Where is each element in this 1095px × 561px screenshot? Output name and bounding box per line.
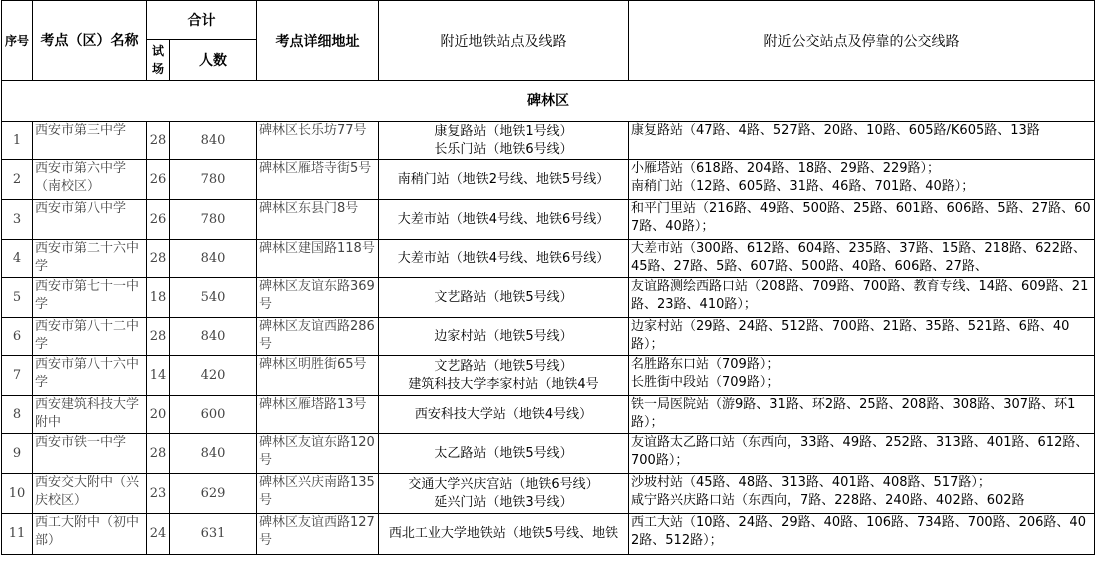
room-count: 28 xyxy=(147,122,170,160)
site-name: 西安市第八十六中学 xyxy=(33,356,147,396)
metro-info: 南稍门站（地铁2号线、地铁5号线） xyxy=(379,160,629,200)
table-row xyxy=(2,434,1095,474)
bus-info: 小雁塔站（618路、204路、18路、29路、229路）； 南稍门站（12路、605路、31路、46路、701路、40路）； xyxy=(629,160,1095,200)
people-count: 840 xyxy=(170,240,257,278)
people-count: 420 xyxy=(170,356,257,396)
people-count: 840 xyxy=(170,318,257,356)
people-count: 600 xyxy=(170,396,257,434)
people-count: 780 xyxy=(170,160,257,200)
site-address: 碑林区雁塔寺街5号 xyxy=(257,160,379,200)
bus-info: 名胜路东口站（709路）； 长胜街中段站（709路）； xyxy=(629,356,1095,396)
bus-info: 和平门里站（216路、49路、500路、25路、601路、606路、5路、27路、607路、40路）； xyxy=(629,200,1095,240)
table-row xyxy=(2,200,1095,240)
site-name: 西安市第八中学 xyxy=(33,200,147,240)
site-name: 西安市第二十六中学 xyxy=(33,240,147,278)
site-name: 西工大附中（初中部） xyxy=(33,514,147,555)
site-name: 西安建筑科技大学附中 xyxy=(33,396,147,434)
exam-site-table xyxy=(1,0,1095,555)
room-count: 14 xyxy=(147,356,170,396)
bus-info: 友谊路太乙路口站（东西向，33路、49路、252路、313路、401路、612路、700路）； xyxy=(629,434,1095,474)
people-count: 631 xyxy=(170,514,257,555)
header-bus: 附近公交站点及停靠的公交线路 xyxy=(629,1,1095,81)
bus-info: 西工大站（10路、24路、29路、40路、106路、734路、700路、206路、402路、512路）； xyxy=(629,514,1095,555)
room-count: 18 xyxy=(147,278,170,318)
table-row xyxy=(2,318,1095,356)
people-count: 840 xyxy=(170,122,257,160)
row-number: 5 xyxy=(2,278,33,318)
header-total: 合计 xyxy=(147,1,257,40)
site-name: 西安市第六中学（南校区） xyxy=(33,160,147,200)
site-name: 西安市第三中学 xyxy=(33,122,147,160)
row-number: 10 xyxy=(2,474,33,514)
row-number: 9 xyxy=(2,434,33,474)
site-address: 碑林区兴庆南路135号 xyxy=(257,474,379,514)
room-count: 28 xyxy=(147,434,170,474)
room-count: 20 xyxy=(147,396,170,434)
row-number: 3 xyxy=(2,200,33,240)
row-number: 8 xyxy=(2,396,33,434)
room-count: 26 xyxy=(147,200,170,240)
header-rooms: 试场 xyxy=(147,40,170,81)
row-number: 2 xyxy=(2,160,33,200)
room-count: 28 xyxy=(147,240,170,278)
bus-info: 大差市站（300路、612路、604路、235路、37路、15路、218路、622路、45路、27路、5路、607路、500路、40路、606路、27路、 xyxy=(629,240,1095,278)
metro-info: 康复路站（地铁1号线） 长乐门站（地铁6号线） xyxy=(379,122,629,160)
site-name: 西安交大附中（兴庆校区） xyxy=(33,474,147,514)
bus-info: 康复路站（47路、4路、527路、20路、10路、605路/K605路、13路 xyxy=(629,122,1095,160)
room-count: 26 xyxy=(147,160,170,200)
metro-info: 大差市站（地铁4号线、地铁6号线） xyxy=(379,240,629,278)
site-address: 碑林区友谊东路369号 xyxy=(257,278,379,318)
row-number: 6 xyxy=(2,318,33,356)
metro-info: 交通大学兴庆宫站（地铁6号线） 延兴门站（地铁3号线） xyxy=(379,474,629,514)
row-number: 11 xyxy=(2,514,33,555)
header-site-name: 考点（区）名称 xyxy=(33,1,147,81)
site-address: 碑林区友谊西路286号 xyxy=(257,318,379,356)
metro-info: 太乙路站（地铁5号线） xyxy=(379,434,629,474)
site-address: 碑林区东县门8号 xyxy=(257,200,379,240)
site-address: 碑林区建国路118号 xyxy=(257,240,379,278)
people-count: 840 xyxy=(170,434,257,474)
table-row xyxy=(2,514,1095,555)
metro-info: 边家村站（地铁5号线） xyxy=(379,318,629,356)
table-row xyxy=(2,474,1095,514)
metro-info: 大差市站（地铁4号线、地铁6号线） xyxy=(379,200,629,240)
bus-info: 友谊路测绘西路口站（208路、709路、700路、教育专线、14路、609路、21路、23路、410路）； xyxy=(629,278,1095,318)
bus-info: 铁一局医院站（游9路、31路、环2路、25路、208路、308路、307路、环1路）； xyxy=(629,396,1095,434)
row-number: 4 xyxy=(2,240,33,278)
room-count: 28 xyxy=(147,318,170,356)
header-address: 考点详细地址 xyxy=(257,1,379,81)
metro-info: 西北工业大学地铁站（地铁5号线、地铁 xyxy=(379,514,629,555)
header-metro: 附近地铁站点及线路 xyxy=(379,1,629,81)
district-heading: 碑林区 xyxy=(2,81,1095,122)
metro-info: 文艺路站（地铁5号线） xyxy=(379,278,629,318)
header-people: 人数 xyxy=(170,40,257,81)
people-count: 629 xyxy=(170,474,257,514)
bus-info: 沙坡村站（45路、48路、313路、401路、408路、517路）； 咸宁路兴庆路口站（东西向，7路、228路、240路、402路、602路 xyxy=(629,474,1095,514)
metro-info: 文艺路站（地铁5号线） 建筑科技大学李家村站（地铁4号 xyxy=(379,356,629,396)
site-address: 碑林区友谊东路120号 xyxy=(257,434,379,474)
table-row xyxy=(2,240,1095,278)
table-row xyxy=(2,160,1095,200)
people-count: 780 xyxy=(170,200,257,240)
site-address: 碑林区雁塔路13号 xyxy=(257,396,379,434)
site-address: 碑林区明胜街65号 xyxy=(257,356,379,396)
row-number: 1 xyxy=(2,122,33,160)
site-name: 西安市第七十一中学 xyxy=(33,278,147,318)
people-count: 540 xyxy=(170,278,257,318)
row-number: 7 xyxy=(2,356,33,396)
room-count: 23 xyxy=(147,474,170,514)
table-row xyxy=(2,122,1095,160)
site-name: 西安市铁一中学 xyxy=(33,434,147,474)
header-seq: 序号 xyxy=(2,1,33,81)
table-row xyxy=(2,356,1095,396)
room-count: 24 xyxy=(147,514,170,555)
site-name: 西安市第八十二中学 xyxy=(33,318,147,356)
metro-info: 西安科技大学站（地铁4号线） xyxy=(379,396,629,434)
table-row xyxy=(2,278,1095,318)
site-address: 碑林区友谊西路127号 xyxy=(257,514,379,555)
site-address: 碑林区长乐坊77号 xyxy=(257,122,379,160)
table-row xyxy=(2,396,1095,434)
bus-info: 边家村站（29路、24路、512路、700路、21路、35路、521路、6路、40路）； xyxy=(629,318,1095,356)
